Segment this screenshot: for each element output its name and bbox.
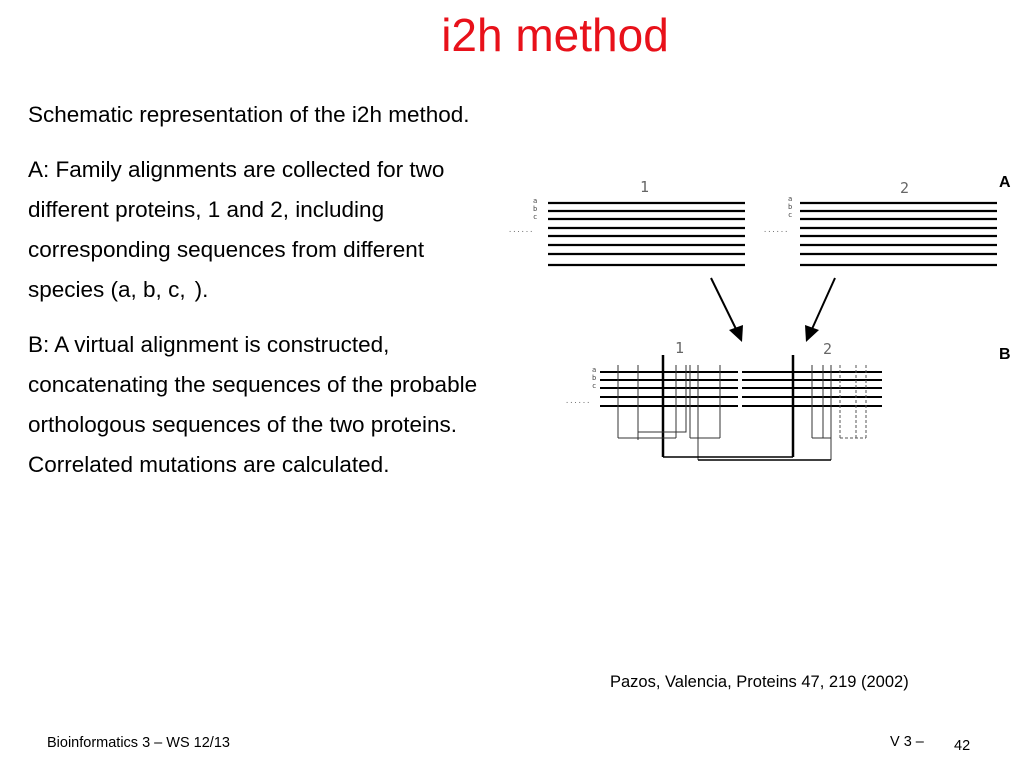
species-c-label: c <box>592 382 597 390</box>
i2h-schematic-figure <box>500 170 1020 470</box>
panel-b-label: B <box>999 346 1011 363</box>
more-species-dots: ...... <box>565 397 591 405</box>
species-c-label: c <box>788 211 793 219</box>
virtual-alignment <box>565 339 882 460</box>
footer-lecture: V 3 – <box>890 734 924 750</box>
paragraph-intro: Schematic representation of the i2h method. <box>28 102 470 127</box>
protein-2-label: 2 <box>823 340 833 358</box>
species-c-label: c <box>533 213 538 221</box>
arrow-protein-1 <box>711 278 743 342</box>
species-b-label: b <box>788 203 793 211</box>
protein-1-label: 1 <box>675 339 685 357</box>
protein-2-label: 2 <box>900 179 910 197</box>
paragraph-a: A: Family alignments are collected for two different proteins, 1 and 2, including corresponding sequences from different species (a, b, c, ). <box>28 157 445 302</box>
more-species-dots: ...... <box>763 226 789 234</box>
species-b-label: b <box>533 205 538 213</box>
protein-1-label: 1 <box>640 178 650 196</box>
arrow-protein-2 <box>805 278 835 342</box>
citation: Pazos, Valencia, Proteins 47, 219 (2002) <box>610 673 909 691</box>
footer-page-number: 42 <box>954 738 971 754</box>
footer-course: Bioinformatics 3 – WS 12/13 <box>47 735 230 751</box>
species-b-label: b <box>592 374 597 382</box>
species-a-label: a <box>592 366 597 374</box>
slide-title: i2h method <box>441 9 669 61</box>
paragraph-b: B: A virtual alignment is constructed, concatenating the sequences of the probable orthologous sequences of the two proteins. Correlated mutations are calculated. <box>28 332 478 477</box>
species-a-label: a <box>788 195 793 203</box>
panel-a-label: A <box>999 174 1011 191</box>
alignment-protein-2 <box>763 179 997 265</box>
species-a-label: a <box>533 197 538 205</box>
alignment-protein-1 <box>508 178 745 265</box>
more-species-dots: ...... <box>508 226 534 234</box>
body-text <box>28 95 498 500</box>
